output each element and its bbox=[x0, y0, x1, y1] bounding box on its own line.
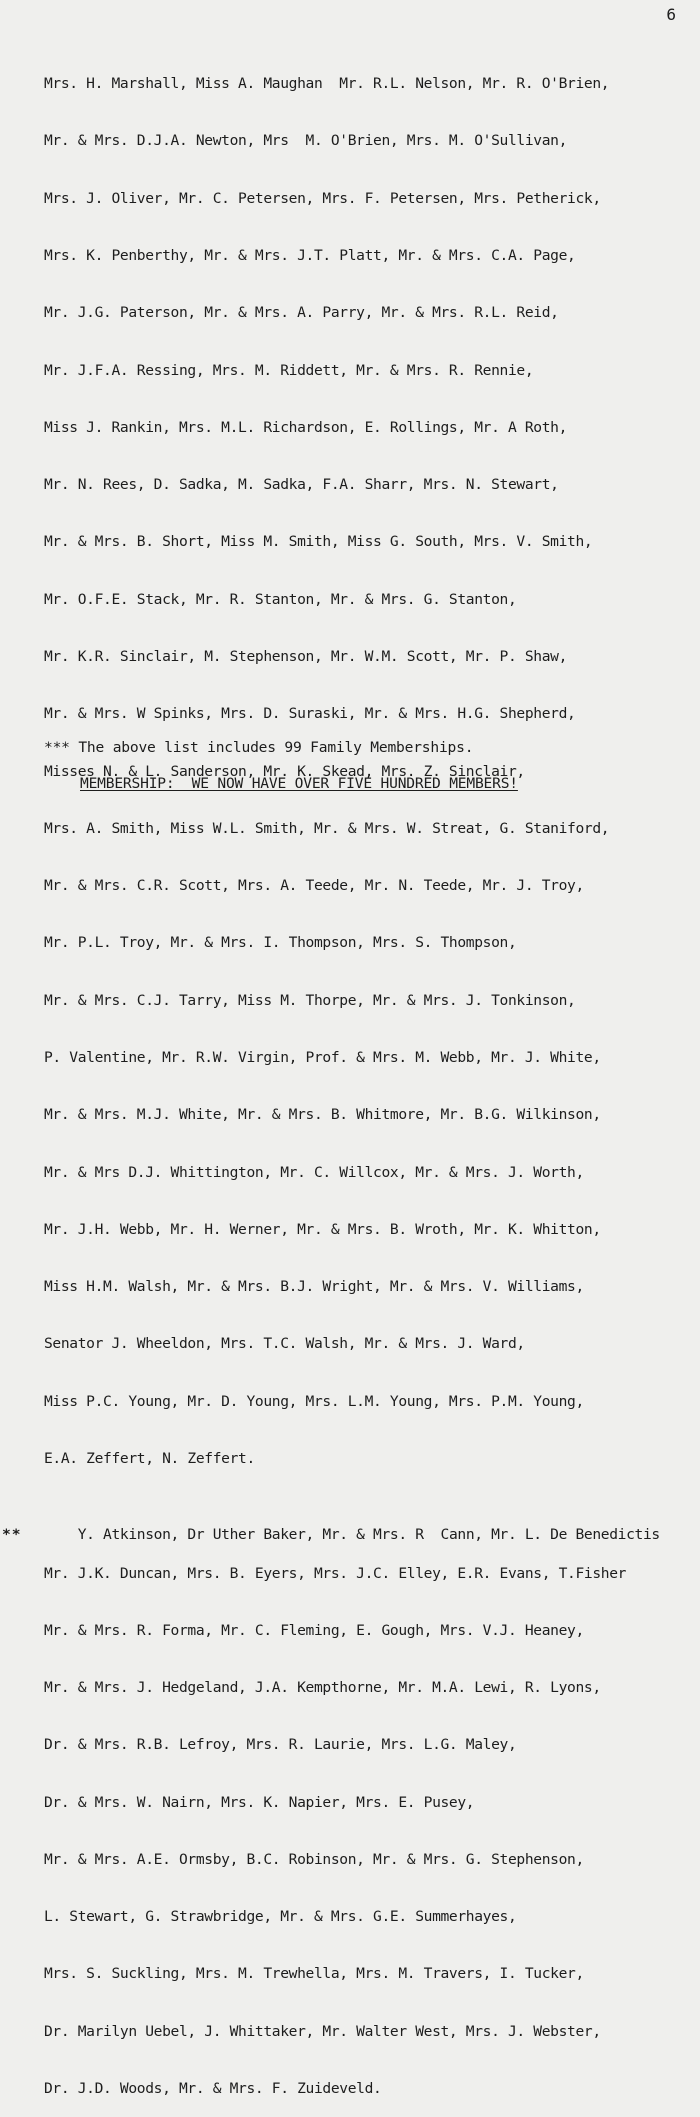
list-line: Mr. & Mrs. D.J.A. Newton, Mrs M. O'Brien, Mrs. M. O'Sullivan, bbox=[44, 132, 568, 150]
list-line: P. Valentine, Mr. R.W. Virgin, Prof. & Mrs. M. Webb, Mr. J. White, bbox=[44, 1048, 601, 1066]
list-line: Dr. & Mrs. W. Nairn, Mrs. K. Napier, Mrs. E. Pusey, bbox=[44, 1793, 475, 1811]
list-line: Mr. & Mrs. A.E. Ormsby, B.C. Robinson, Mr. & Mrs. G. Stephenson, bbox=[44, 1850, 584, 1868]
list-line: Dr. Marilyn Uebel, J. Whittaker, Mr. Walter West, Mrs. J. Webster, bbox=[44, 2022, 601, 2040]
list-line: Mr. & Mrs. C.J. Tarry, Miss M. Thorpe, Mr. & Mrs. J. Tonkinson, bbox=[44, 991, 576, 1009]
membership-announcement: MEMBERSHIP: WE NOW HAVE OVER FIVE HUNDRED MEMBERS! bbox=[80, 775, 518, 792]
list-line: Mrs. H. Marshall, Miss A. Maughan Mr. R.L. Nelson, Mr. R. O'Brien, bbox=[44, 75, 610, 93]
list-line: Mr. J.K. Duncan, Mrs. B. Eyers, Mrs. J.C. Elley, E.R. Evans, T.Fisher bbox=[44, 1564, 627, 1582]
list-line bbox=[2, 1506, 694, 1544]
list-line: L. Stewart, G. Strawbridge, Mr. & Mrs. G.E. Summerhayes, bbox=[44, 1908, 517, 1926]
list-line: Mr. K.R. Sinclair, M. Stephenson, Mr. W.M. Scott, Mr. P. Shaw, bbox=[44, 648, 568, 665]
list-line: Misses N. & L. Sanderson, Mr. K. Skead, Mrs. Z. Sinclair, bbox=[44, 762, 525, 780]
list-line: Mr. & Mrs D.J. Whittington, Mr. C. Willcox, Mr. & Mrs. J. Worth, bbox=[44, 1163, 584, 1181]
member-list bbox=[2, 36, 694, 2117]
list-line: Mr. O.F.E. Stack, Mr. R. Stanton, Mr. & Mrs. G. Stanton, bbox=[44, 590, 517, 608]
list-line: Mr. & Mrs. R. Forma, Mr. C. Fleming, E. Gough, Mrs. V.J. Heaney, bbox=[44, 1621, 584, 1639]
list-line: Mr. P.L. Troy, Mr. & Mrs. I. Thompson, Mrs. S. Thompson, bbox=[44, 934, 517, 952]
list-line: Mrs. S. Suckling, Mrs. M. Trewhella, Mrs. M. Travers, I. Tucker, bbox=[44, 1965, 584, 1983]
list-line: Mr. J.H. Webb, Mr. H. Werner, Mr. & Mrs. B. Wroth, Mr. K. Whitton, bbox=[44, 1220, 601, 1238]
list-line: Mr. & Mrs. B. Short, Miss M. Smith, Miss G. South, Mrs. V. Smith, bbox=[44, 533, 593, 551]
list-line: Mrs. K. Penberthy, Mr. & Mrs. J.T. Platt, Mr. & Mrs. C.A. Page, bbox=[44, 247, 576, 265]
list-line: E.A. Zeffert, N. Zeffert. bbox=[44, 1449, 255, 1467]
list-line: Dr. & Mrs. R.B. Lefroy, Mrs. R. Laurie, Mrs. L.G. Maley, bbox=[44, 1736, 517, 1754]
section-marker: ** bbox=[2, 1526, 22, 1544]
list-line: Mrs. J. Oliver, Mr. C. Petersen, Mrs. F. Petersen, Mrs. Petherick, bbox=[44, 189, 601, 207]
family-membership-footnote: *** The above list includes 99 Family Memberships. bbox=[44, 739, 474, 756]
list-line: Mr. J.F.A. Ressing, Mrs. M. Riddett, Mr. & Mrs. R. Rennie, bbox=[44, 361, 534, 379]
list-line: Senator J. Wheeldon, Mrs. T.C. Walsh, Mr. & Mrs. J. Ward, bbox=[44, 1335, 525, 1353]
page-number: 6 bbox=[666, 5, 676, 24]
list-line: Dr. J.D. Woods, Mr. & Mrs. F. Zuideveld. bbox=[44, 2080, 382, 2098]
list-line-text: Y. Atkinson, Dr Uther Baker, Mr. & Mrs. R Cann, Mr. L. De Benedictis bbox=[77, 1526, 660, 1544]
list-line: Miss P.C. Young, Mr. D. Young, Mrs. L.M. Young, Mrs. P.M. Young, bbox=[44, 1392, 584, 1410]
list-line: Miss H.M. Walsh, Mr. & Mrs. B.J. Wright, Mr. & Mrs. V. Williams, bbox=[44, 1278, 584, 1296]
list-line: Mr. J.G. Paterson, Mr. & Mrs. A. Parry, Mr. & Mrs. R.L. Reid, bbox=[44, 304, 559, 322]
list-line: Mrs. A. Smith, Miss W.L. Smith, Mr. & Mrs. W. Streat, G. Staniford, bbox=[44, 819, 610, 837]
list-line: Mr. & Mrs. W Spinks, Mrs. D. Suraski, Mr. & Mrs. H.G. Shepherd, bbox=[44, 705, 576, 723]
list-line: Mr. N. Rees, D. Sadka, M. Sadka, F.A. Sharr, Mrs. N. Stewart, bbox=[44, 476, 559, 494]
list-line: Mr. & Mrs. J. Hedgeland, J.A. Kempthorne, Mr. M.A. Lewi, R. Lyons, bbox=[44, 1679, 601, 1697]
list-line: Mr. & Mrs. C.R. Scott, Mrs. A. Teede, Mr. N. Teede, Mr. J. Troy, bbox=[44, 877, 584, 895]
list-line: Miss J. Rankin, Mrs. M.L. Richardson, E. Rollings, Mr. A Roth, bbox=[44, 418, 568, 436]
list-line: Mr. & Mrs. M.J. White, Mr. & Mrs. B. Whitmore, Mr. B.G. Wilkinson, bbox=[44, 1106, 601, 1124]
